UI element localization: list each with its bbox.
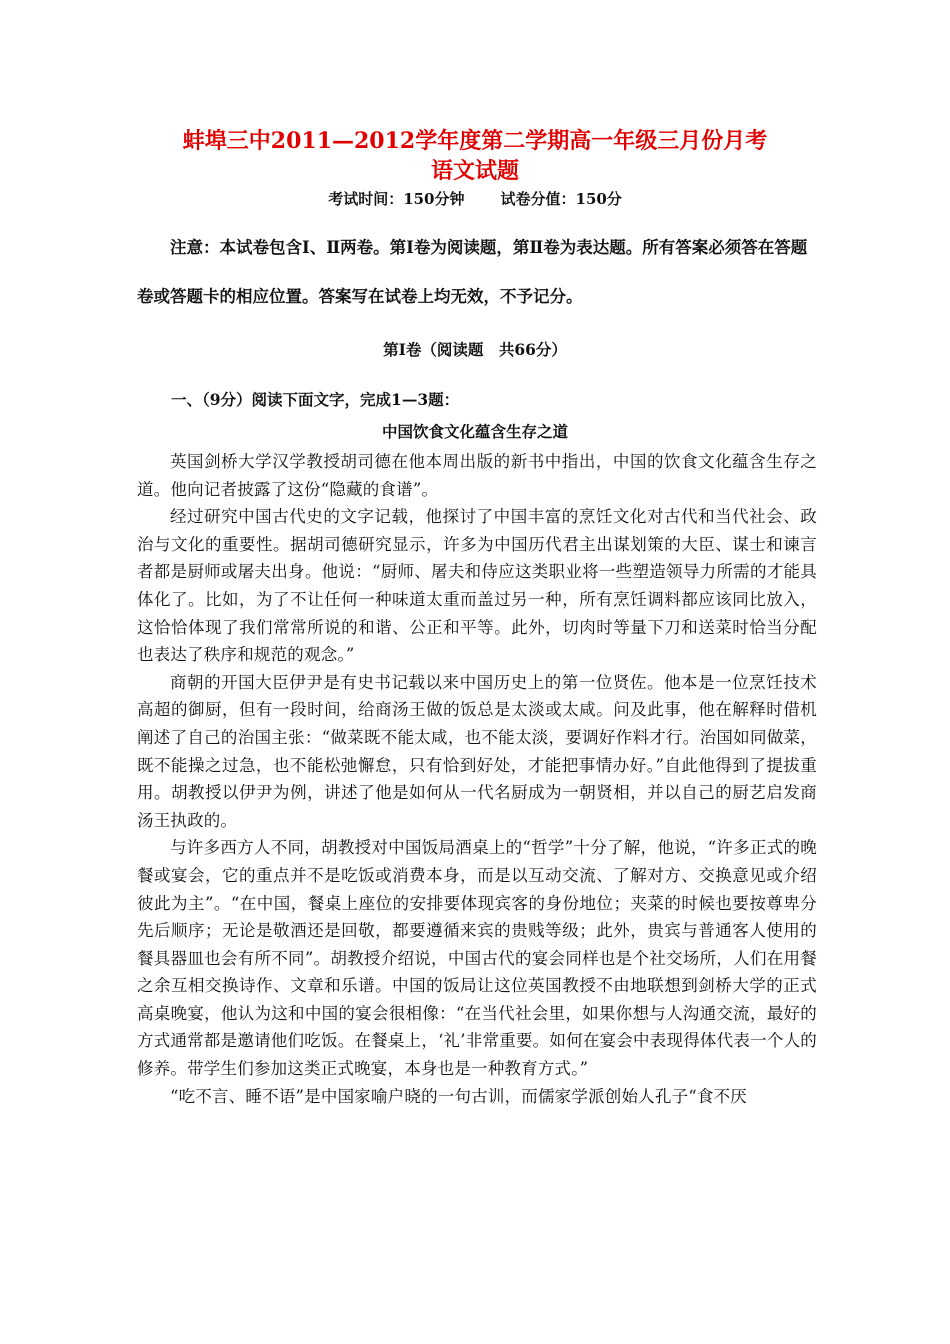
article-paragraph: 商朝的开国大臣伊尹是有史书记载以来中国历史上的第一位贤佐。他本是一位烹饪技术高超的御厨，但有一段时间，给商汤王做的饭总是太淡或太咸。问及此事，他在解释时借机阐述了自己的治国主张：“做菜既不能太咸，也不能太淡，要调好作料才行。治国如同做菜，既不能操之过急，也不能松弛懈怠，只有恰到好处，才能把事情办好。”自此他得到了提拔重用。胡教授以伊尹为例，讲述了他是如何从一代名厨成为一朝贤相，并以自己的厨艺启发商汤王执政的。 bbox=[137, 672, 817, 830]
article-paragraph: “吃不言、睡不语”是中国家喻户晓的一句古训，而儒家学派创始人孔子“食不厌 bbox=[170, 1086, 748, 1106]
exam-meta bbox=[0, 188, 950, 209]
exam-notice: 注意：本试卷包含Ⅰ、Ⅱ两卷。第Ⅰ卷为阅读题，第Ⅱ卷为表达题。所有答案必须答在答题卷或答题卡的相应位置。答案写在试卷上均无效，不予记分。 bbox=[137, 238, 808, 306]
article-paragraph: 英国剑桥大学汉学教授胡司德在他本周出版的新书中指出，中国的饮食文化蕴含生存之道。他向记者披露了这份“隐藏的食谱”。 bbox=[137, 452, 817, 499]
exam-score: 试卷分值：150分 bbox=[500, 190, 622, 208]
article-title: 中国饮食文化蕴含生存之道 bbox=[381, 422, 568, 441]
exam-time: 考试时间：150分钟 bbox=[328, 190, 465, 208]
exam-title: 蚌埠三中2011—2012学年度第二学期高一年级三月份月考 bbox=[182, 128, 768, 154]
article-paragraph: 与许多西方人不同，胡教授对中国饭局酒桌上的“哲学”十分了解，他说，“许多正式的晚餐或宴会，它的重点并不是吃饭或消费本身，而是以互动交流、了解对方、交换意见或介绍彼此为主”。“在中国，餐桌上座位的安排要体现宾客的身份地位；夹菜的时候也要按尊卑分先后顺序；无论是敬酒还是回敬，都要遵循来宾的贵贱等级；此外，贵宾与普通客人使用的餐具器皿也会有所不同”。胡教授介绍说，中国古代的宴会同样也是个社交场所，人们在用餐之余互相交换诗作、文章和乐谱。中国的饭局让这位英国教授不由地联想到剑桥大学的正式高桌晚宴，他认为这和中国的宴会很相像：“在当代社会里，如果你想与人沟通交流，最好的方式通常都是邀请他们吃饭。在餐桌上，‘礼’非常重要。如何在宴会中表现得体代表一个人的修养。带学生们参加这类正式晚宴，本身也是一种教育方式。” bbox=[137, 838, 817, 1079]
article-paragraph: 经过研究中国古代史的文字记载，他探讨了中国丰富的烹饪文化对古代和当代社会、政治与文化的重要性。据胡司德研究显示，许多为中国历代君主出谋划策的大臣、谋士和谏言者都是厨师或屠夫出身。他说：“厨师、屠夫和侍应这类职业将一些塑造领导力所需的才能具体化了。比如，为了不让任何一种味道太重而盖过另一种，所有烹饪调料都应该同比放入，这恰恰体现了我们常常所说的和谐、公正和平等。此外，切肉时等量下刀和送菜时恰当分配也表达了秩序和规范的观念。” bbox=[137, 507, 817, 665]
article-body bbox=[137, 448, 817, 1110]
question-heading: 一、（9分）阅读下面文字，完成1—3题： bbox=[171, 390, 460, 409]
exam-subject-title: 语文试题 bbox=[430, 158, 519, 184]
section-heading: 第Ⅰ卷（阅读题 共66分） bbox=[383, 340, 567, 359]
